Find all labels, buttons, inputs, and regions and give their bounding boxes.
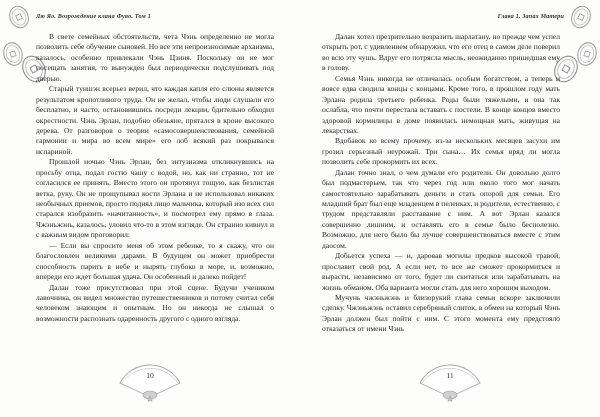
page-number-right: 11 [446,371,454,380]
folio-fan-ornament-icon [414,363,486,403]
paragraph: Прошлой ночью Чэнь Эрлан, без энтузиазма откликнувшись на просьбу отца, подал гостю чашу с водой, но, как ни странно, тот не согласился ее принять. Вместо этого он протянул тощую, как безлистая ветка, руку. Он не прощупывал кости Эрлана и не использовал никаких необычных приемов, просто поднял лицо мальчика, который изо всех сил старался изобразить «начитанность», и посмотрел ему прямо в глаза. Чжэньжэнь, казалось, уловил что-то в этом взгляде. Он странно кивнул и с важным видом проговорил: [36,157,274,240]
paragraph: — Если вы спросите меня об этом ребенке, то я скажу, что он благословлен великими дарами. В будущем он может приобрести способность парить в небе и нырять глубоко в море, и, возможно, впереди его ждет большая удача. Он особенный и далеко пойдет! [36,240,274,282]
left-page-body-text [36,32,274,324]
page-number-left: 10 [146,371,154,380]
right-page [300,0,600,417]
paragraph: Старый туншэн всерьез верил, что каждая капля его слюны является результатом кропотливого труда. Он не желал, чтобы люди слушали его бесплатно, и часто, остановившись посреди лекции, бдительно обходил окрестности. Чэнь Эрлан, подобно обезьяне, прятался в кроне высокого дерева. От разговоров о теории «самосовершенствования, семейной гармонии и мира во всем мире» его лоб всякий раз покрывался испариной. [36,84,274,156]
paragraph: Далан хотел презрительно возразить шарлатану, но прежде чем успел открыть рот, с удивлением обнаружил, что его отец в самом деле поверил во всю эту чушь. Вдруг его потрясла мысль, неожиданно пришедшая ему в голову. [322,32,560,73]
folio-fan-ornament-icon [114,363,186,403]
running-head-left: Лю Яо. Возрождение клана Фуяо. Том 1 [36,13,151,20]
right-page-body-text [322,32,560,335]
folio-right [414,363,486,403]
running-head-right: Глава 1. Запах Матери [497,13,564,20]
paragraph: Далан точно знал, о чем думали его родители. Он довольно долго был подмастерьем, так что через год или около того мог начать самостоятельно зарабатывать деньги и стать опорой для семьи. Его младший брат был еще младенцем в пеленках, и родители, естественно, с трудом представляли расставание с ним. А вот Эрлан казался совершенно лишним, и оставлять его в семье было бесполезно. Возможно, для него было бы лучше совершенствоваться вместе с этим даосом. [322,167,560,250]
paragraph: Мучунь чжэньжэнь и близорукий глава семьи вскоре заключили сделку. Чжэньжэнь оставил серебряный слиток, в обмен на который Чэнь Эрлан должен был пойти с ним. С этого момента ему предстояло отказаться от имени Чэнь [322,292,560,334]
paragraph: В свете семейных обстоятельств, чета Чэнь определенно не могла позволить себе обучение сыновей. Но все эти непроизносимые архаизмы, казалось, особенно привлекали Чэнь Цзиня. Поскольку он не мог посещать занятия, то вынужден был периодически подслушивать под дверью. [36,32,274,83]
paragraph: Далан тоже присутствовал при этой сцене. Будучи учеником лавочника, он видел множество путешественников и потому считал себя человеком знающим и опытным. Но он никогда не слышал о возможности распознать одаренность другого с одного взгляда. [36,282,274,323]
paragraph: Вдобавок ко всему прочему, из-за нескольких месяцев засухи им грозил серьезный неурожай. Три сына… Их семья вряд ли могла позволить себе прокормить их всех. [322,136,560,167]
paragraph: Добьется успеха — и, даровав могилы предков высокой травой, прославит свой род. А если нет, то все же сможет прокормиться и вырасти, независимо от того, будет ли скитаться или зарабатывать на жизнь обманом. Оба варианта могли стать для него хорошим выходом. [322,251,560,292]
folio-left [114,363,186,403]
paragraph: Семья Чэнь никогда не отличалась особым богатством, а теперь и вовсе едва сводила концы с концами. Кроме того, в прошлом году мать Эрлана родила третьего ребенка. Роды были тяжелыми, и она так ослабла, что почти перестала вставать с постели. В конце концов вместо здоровой кормилицы в доме появилась немощная мать, живущая на лекарствах. [322,73,560,135]
